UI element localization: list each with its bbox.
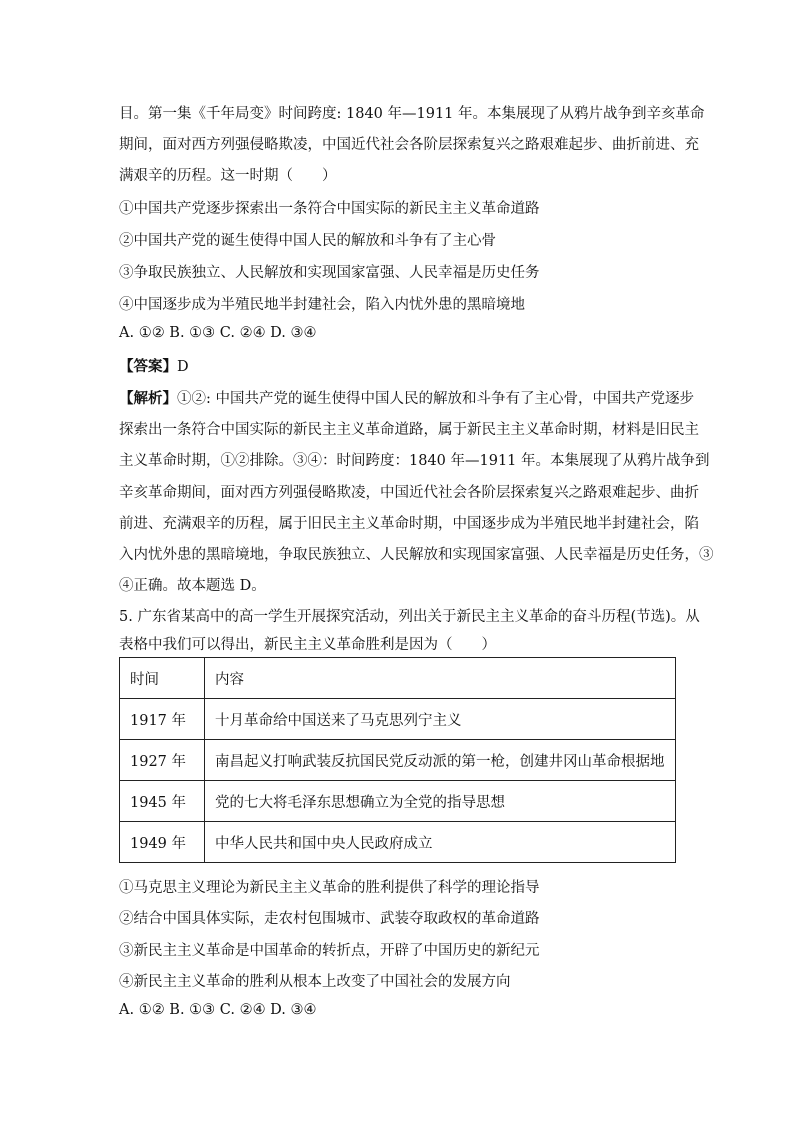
q5-stem-line: 5. 广东省某高中的高一学生开展探究活动，列出关于新民主主义革命的奋斗历程(节选)。从 xyxy=(119,609,700,625)
table-cell-content: 党的七大将毛泽东思想确立为全党的指导思想 xyxy=(205,781,676,822)
passage-line: 满艰辛的历程。这一时期（ ） xyxy=(119,168,337,184)
table-row xyxy=(120,740,676,781)
table-cell-content: 中华人民共和国中央人民政府成立 xyxy=(205,822,676,863)
table-cell-content: 南昌起义打响武装反抗国民党反动派的第一枪，创建井冈山革命根据地 xyxy=(205,740,676,781)
passage-line: 目。第一集《千年局变》时间跨度: 1840 年—1911 年。本集展现了从鸦片战争到辛亥革命 xyxy=(119,106,705,122)
table-cell-content: 十月革命给中国送来了马克思列宁主义 xyxy=(205,699,676,740)
table-header-time: 时间 xyxy=(120,658,205,699)
q4-analysis-line: 前进、充满艰辛的历程，属于旧民主主义革命时期，中国逐步成为半殖民地半封建社会，陷 xyxy=(119,516,699,532)
table-cell-year: 1927 年 xyxy=(120,740,205,781)
q4-answer xyxy=(119,355,189,376)
q4-analysis-line: 主义革命时期，①②排除。③④：时间跨度：1840 年—1911 年。本集展现了从鸦片战争到 xyxy=(119,453,710,469)
table-header-content: 内容 xyxy=(205,658,676,699)
passage-line: 期间，面对西方列强侵略欺凌，中国近代社会各阶层探索复兴之路艰难起步、曲折前进、充 xyxy=(119,137,699,153)
q4-analysis-line: ④正确。故本题选 D。 xyxy=(119,578,266,594)
q5-option-2: ②结合中国具体实际，走农村包围城市、武装夺取政权的革命道路 xyxy=(119,911,540,927)
analysis-text: ①②: 中国共产党的诞生使得中国人民的解放和斗争有了主心骨，中国共产党逐步 xyxy=(177,391,694,407)
table-row xyxy=(120,699,676,740)
q4-analysis-line: 入内忧外患的黑暗境地，争取民族独立、人民解放和实现国家富强、人民幸福是历史任务，③ xyxy=(119,547,714,563)
analysis-label: 【解析】 xyxy=(119,390,177,407)
table-row xyxy=(120,781,676,822)
q4-option-1: ①中国共产党逐步探索出一条符合中国实际的新民主主义革命道路 xyxy=(119,201,540,217)
q4-analysis-first xyxy=(119,387,694,408)
q4-choices: A. ①② B. ①③ C. ②④ D. ③④ xyxy=(119,325,317,341)
q5-choices: A. ①② B. ①③ C. ②④ D. ③④ xyxy=(119,1002,317,1018)
history-table xyxy=(119,657,676,863)
q4-option-2: ②中国共产党的诞生使得中国人民的解放和斗争有了主心骨 xyxy=(119,233,496,249)
table-header-row xyxy=(120,658,676,699)
answer-value: D xyxy=(177,359,189,375)
table-cell-year: 1917 年 xyxy=(120,699,205,740)
q5-option-4: ④新民主主义革命的胜利从根本上改变了中国社会的发展方向 xyxy=(119,974,511,990)
q5-option-1: ①马克思主义理论为新民主主义革命的胜利提供了科学的理论指导 xyxy=(119,880,540,896)
table-row xyxy=(120,822,676,863)
q4-analysis-line: 探索出一条符合中国实际的新民主主义革命道路，属于新民主主义革命时期，材料是旧民主 xyxy=(119,422,699,438)
q4-option-4: ④中国逐步成为半殖民地半封建社会，陷入内忧外患的黑暗境地 xyxy=(119,297,525,313)
q5-stem-line: 表格中我们可以得出，新民主主义革命胜利是因为（ ） xyxy=(119,637,496,653)
table-cell-year: 1945 年 xyxy=(120,781,205,822)
q4-option-3: ③争取民族独立、人民解放和实现国家富强、人民幸福是历史任务 xyxy=(119,265,540,281)
q4-analysis-line: 辛亥革命期间，面对西方列强侵略欺凌，中国近代社会各阶层探索复兴之路艰难起步、曲折 xyxy=(119,485,699,501)
table-cell-year: 1949 年 xyxy=(120,822,205,863)
q5-option-3: ③新民主主义革命是中国革命的转折点，开辟了中国历史的新纪元 xyxy=(119,943,540,959)
answer-label: 【答案】 xyxy=(119,358,177,375)
